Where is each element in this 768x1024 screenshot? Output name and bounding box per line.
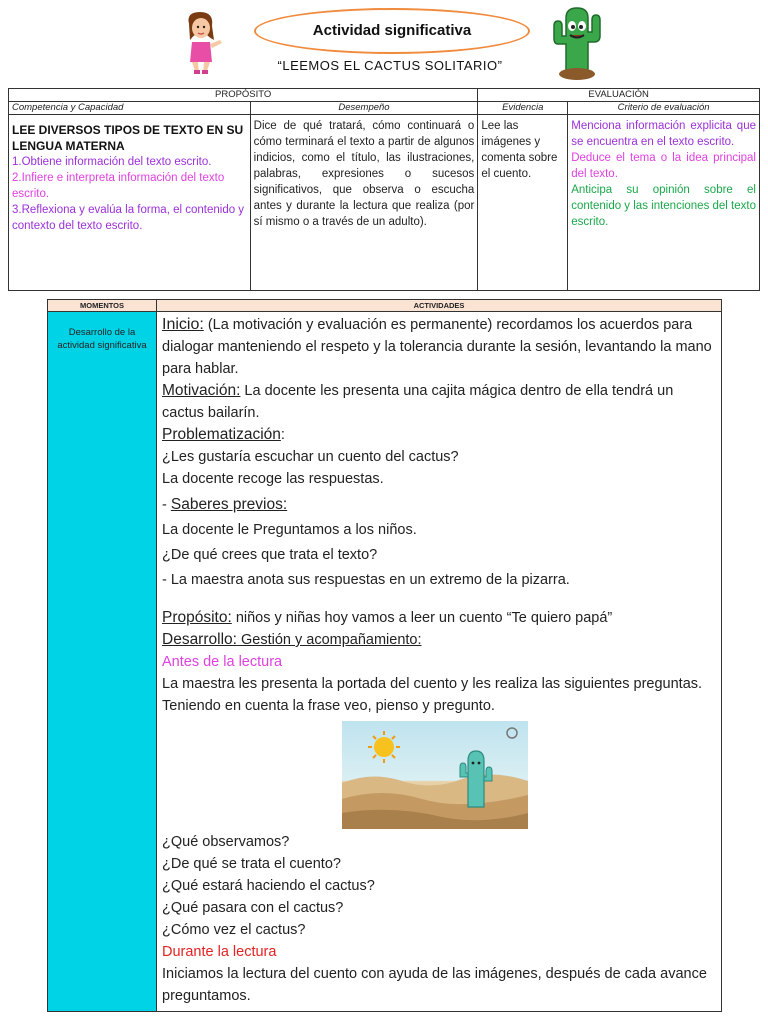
- evidencia-cell: Lee las imágenes y comenta sobre el cuento.: [478, 115, 568, 291]
- capacidad-3: 3.Reflexiona y evalúa la forma, el contenido y contexto del texto escrito.: [12, 204, 245, 232]
- proposito-header: PROPÓSITO: [9, 89, 478, 102]
- saberes-1: La docente le Preguntamos a los niños.: [162, 522, 417, 538]
- criterio-2: Deduce el tema o la idea principal del texto.: [571, 152, 756, 180]
- girl-teacher-icon: [176, 10, 226, 74]
- motivacion-paragraph: [162, 380, 717, 424]
- durante-text: Iniciamos la lectura del cuento con ayuda de las imágenes, después de cada avance preguntamos.: [162, 966, 707, 1004]
- antes-lectura: Antes de la lectura: [162, 654, 283, 670]
- inicio-label: Inicio:: [162, 316, 204, 333]
- evidencia-col-header: Evidencia: [478, 102, 568, 115]
- page-subtitle: “LEEMOS EL CACTUS SOLITARIO”: [277, 58, 503, 73]
- proposito-label: Propósito:: [162, 609, 232, 626]
- momento-cell: Desarrollo de la actividad significativa: [48, 312, 157, 1012]
- desarrollo-label: Desarrollo:: [162, 631, 237, 648]
- proposito-text: niños y niñas hoy vamos a leer un cuento “Te quiero papá”: [231, 610, 613, 626]
- pregunta-item: ¿Qué pasara con el cactus?: [162, 900, 344, 916]
- pregunta-cuento: ¿Les gustaría escuchar un cuento del cactus?: [162, 449, 459, 465]
- cactus-character-icon: [546, 4, 608, 82]
- motivacion-text: La docente les presenta una cajita mágica dentro de ella tendrá un cactus bailarín.: [162, 383, 674, 421]
- docente-recoge: La docente recoge las respuestas.: [162, 471, 384, 487]
- criterio-col-header: Criterio de evaluación: [568, 102, 760, 115]
- problematizacion-label: Problematización: [162, 426, 281, 443]
- criterio-1: Menciona información explicita que se encuentra en el texto escrito.: [571, 120, 756, 148]
- problematizacion-colon: :: [280, 427, 285, 443]
- capacidad-1: 1.Obtiene información del texto escrito.: [12, 156, 212, 168]
- cuento-portada-image: [342, 721, 528, 829]
- proposito-paragraph: [162, 607, 717, 629]
- title-oval: [254, 8, 530, 54]
- inicio-paragraph: [162, 314, 717, 380]
- saberes-heading: [162, 494, 717, 516]
- desempeno-col-header: Desempeño: [250, 102, 478, 115]
- page-title: Actividad significativa: [312, 22, 472, 39]
- pregunta-item: ¿Qué estará haciendo el cactus?: [162, 878, 375, 894]
- pregunta-item: ¿Cómo vez el cactus?: [162, 922, 306, 938]
- antes-text: La maestra les presenta la portada del cuento y les realiza las siguientes preguntas. Teniendo en cuenta la frase veo, pienso y pregunto.: [162, 676, 703, 714]
- saberes-dash: -: [162, 497, 171, 513]
- inicio-text: (La motivación y evaluación es permanente) recordamos los acuerdos para dialogar manteniendo el respeto y la tolerancia durante la sesión, levantando la mano para hablar.: [162, 317, 712, 377]
- criterio-cell: [568, 115, 760, 291]
- momentos-col-header: MOMENTOS: [48, 300, 157, 312]
- pregunta-item: ¿Qué observamos?: [162, 834, 290, 850]
- evaluacion-header: EVALUACIÓN: [478, 89, 760, 102]
- capacidad-2: 2.Infiere e interpreta información del texto escrito.: [12, 172, 225, 200]
- saberes-2: ¿De qué crees que trata el texto?: [162, 547, 378, 563]
- problematizacion-heading: [162, 424, 717, 446]
- criterio-3: Anticipa su opinión sobre el contenido y las intenciones del texto escrito.: [571, 184, 756, 228]
- pregunta-item: ¿De qué se trata el cuento?: [162, 856, 341, 872]
- actividades-cell: [157, 312, 722, 1012]
- competencia-col-header: Competencia y Capacidad: [9, 102, 251, 115]
- competencia-cell: [9, 115, 251, 291]
- competencia-title: LEE DIVERSOS TIPOS DE TEXTO EN SU LENGUA MATERNA: [12, 123, 244, 153]
- desempeno-cell: Dice de qué tratará, cómo continuará o cómo terminará el texto a partir de algunos indicios, como el título, las ilustraciones, palabras, expresiones o sucesos significativos, que observa o escucha antes y durante la lectura que realiza (por sí mismo o a través de un adulto).: [250, 115, 478, 291]
- proposito-evaluacion-table: [8, 88, 760, 291]
- saberes-3: - La maestra anota sus respuestas en un extremo de la pizarra.: [162, 572, 570, 588]
- actividades-table: [47, 299, 722, 1012]
- desarrollo-paragraph: [162, 629, 717, 651]
- saberes-label: Saberes previos:: [170, 496, 288, 513]
- actividades-col-header: ACTIVIDADES: [157, 300, 722, 312]
- sun-icon: [368, 731, 400, 763]
- motivacion-label: Motivación:: [162, 382, 241, 399]
- desarrollo-text: Gestión y acompañamiento:: [236, 632, 422, 648]
- durante-lectura: Durante la lectura: [162, 944, 277, 960]
